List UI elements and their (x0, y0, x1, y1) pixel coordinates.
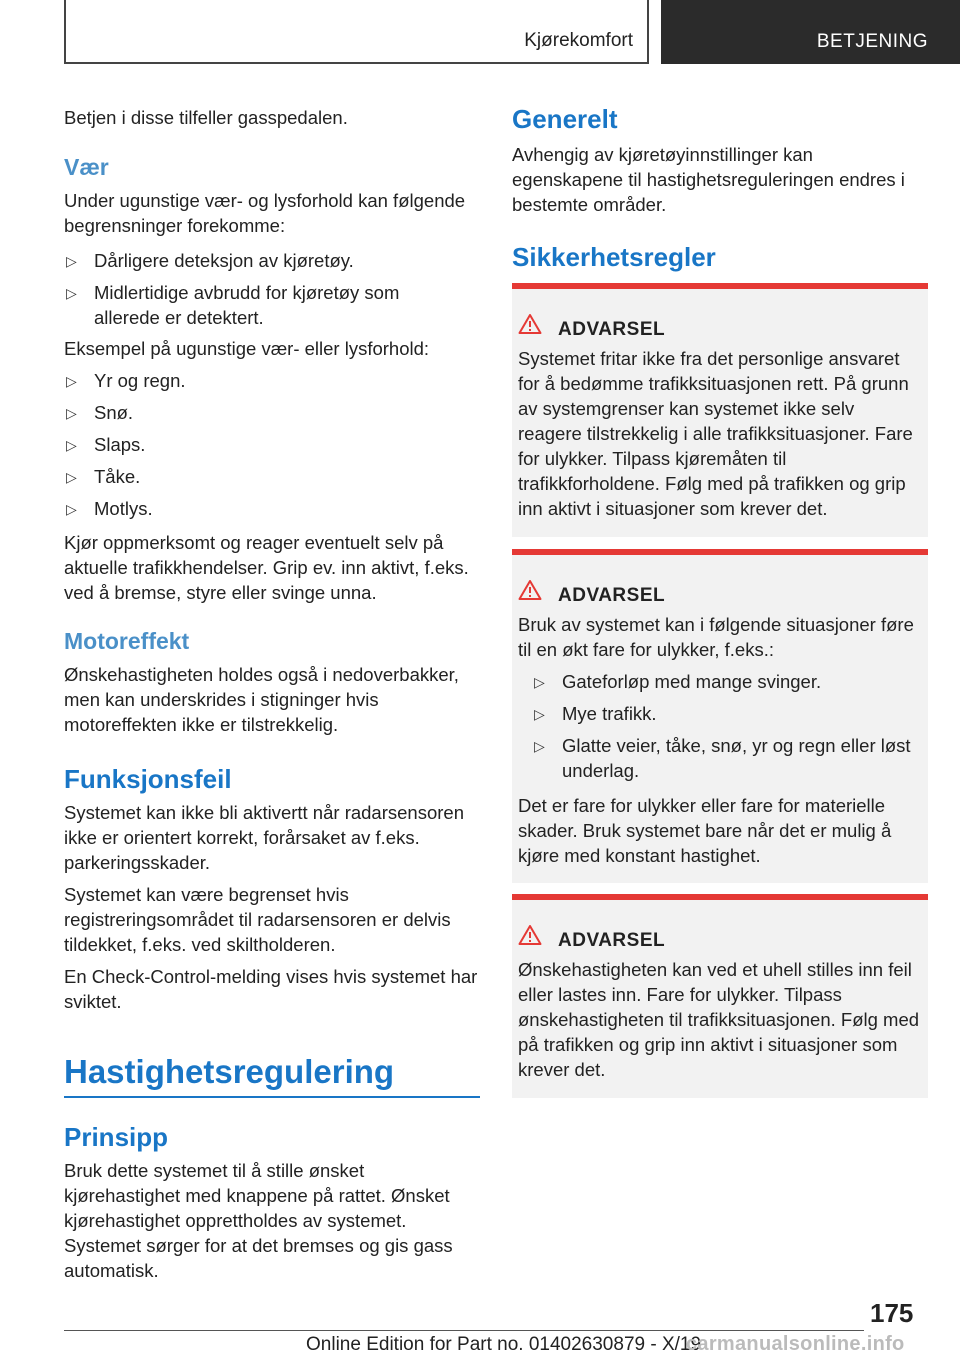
weather-limitations-list (64, 248, 464, 330)
watermark-text: carmanualsonline.info (686, 1333, 905, 1355)
triangle-bullet-icon: ▷ (534, 674, 545, 690)
warning-text: Bruk av systemet kan i følgende situasjoner føre til en økt fare for ulykker, f.eks.: (518, 614, 914, 660)
weather-examples-list (64, 368, 464, 528)
section-rule (64, 1096, 480, 1098)
list-item: ▷ Slaps. (64, 432, 464, 464)
principle-text: Bruk dette systemet til å stille ønsket kjørehastighet med knappene på rattet. Ønsket kjørehastighet opprettholdes av systemet. Systemet sørger for at det bremses og gis gass automatisk. (64, 1160, 453, 1281)
warning-text-after: Det er fare for ulykker eller fare for materielle skader. Bruk systemet bare når det er mulig å kjøre med konstant hastighet. (518, 795, 892, 866)
triangle-bullet-icon: ▷ (66, 285, 77, 301)
header-section-title: Kjørekomfort (524, 30, 633, 51)
warning-triangle-icon (518, 313, 544, 341)
triangle-bullet-icon: ▷ (66, 253, 77, 269)
triangle-bullet-icon: ▷ (66, 373, 77, 389)
speed-control-heading: Hastighetsregulering (64, 1053, 395, 1090)
list-item: ▷ Yr og regn. (64, 368, 464, 400)
general-text: Avhengig av kjøretøyinnstillinger kan egenskapene til hastighetsreguleringen endres i bestemte områder. (512, 144, 905, 215)
warning-header: ADVARSEL (518, 579, 665, 607)
engine-heading: Motoreffekt (64, 628, 190, 654)
warning-box (512, 894, 928, 1098)
warning-triangle-icon (518, 924, 544, 952)
list-item: ▷ Dårligere deteksjon av kjøretøy. (64, 248, 464, 273)
header-chapter-box (661, 0, 960, 64)
principle-heading: Prinsipp (64, 1122, 169, 1152)
header-chapter-title: BETJENING (816, 31, 928, 52)
footer-edition: Online Edition for Part no. 01402630879 - X/19 (306, 1334, 702, 1355)
page-number: 175 (870, 1298, 914, 1328)
triangle-bullet-icon: ▷ (534, 706, 545, 722)
header-section-box (64, 0, 649, 64)
triangle-bullet-icon: ▷ (534, 738, 545, 754)
weather-advice: Kjør oppmerksomt og reager eventuelt selv på aktuelle trafikkhendelser. Grip ev. inn aktivt, f.eks. ved å bremse, styre eller svinge unna. (64, 532, 469, 603)
weather-text: Under ugunstige vær- og lysforhold kan følgende begrensninger forekomme: (64, 190, 466, 236)
malfunction-heading: Funksjonsfeil (64, 764, 232, 794)
warning-triangle-icon (518, 579, 544, 607)
intro-text: Betjen i disse tilfeller gasspedalen. (64, 107, 348, 128)
triangle-bullet-icon: ▷ (66, 437, 77, 453)
list-item: ▷ Tåke. (64, 464, 464, 496)
list-item: ▷ Gateforløp med mange svinger. (532, 669, 922, 694)
warning-situations-list (532, 669, 922, 783)
warning-header: ADVARSEL (518, 313, 665, 341)
safety-heading: Sikkerhetsregler (512, 242, 716, 272)
footer-rule (64, 1330, 864, 1331)
list-item: ▷ Snø. (64, 400, 464, 432)
list-item: ▷ Midlertidige avbrudd for kjøretøy som allerede er detektert. (66, 282, 400, 328)
general-heading: Generelt (512, 104, 618, 134)
warning-box (512, 283, 928, 537)
weather-heading: Vær (64, 154, 109, 180)
list-item: ▷ Mye trafikk. (532, 701, 922, 726)
triangle-bullet-icon: ▷ (66, 469, 77, 485)
engine-text: Ønskehastigheten holdes også i nedoverbakker, men kan underskrides i stigninger hvis motoreffekten ikke er tilstrekkelig. (64, 664, 459, 735)
warning-header: ADVARSEL (518, 924, 665, 952)
malfunction-text-1: Systemet kan ikke bli aktivertt når radarsensoren ikke er orientert korrekt, forårsaket av f.eks. parkeringsskader. (64, 802, 464, 873)
warning-box (512, 549, 928, 883)
malfunction-text-2: Systemet kan være begrenset hvis registreringsområdet til radarsensoren er delvis tildekket, f.eks. ved skiltholderen. (64, 884, 451, 955)
list-item: ▷ Motlys. (64, 496, 464, 528)
malfunction-text-3: En Check-Control-melding vises hvis systemet har sviktet. (64, 966, 478, 1012)
triangle-bullet-icon: ▷ (66, 501, 77, 517)
list-item: ▷ Glatte veier, tåke, snø, yr og regn eller løst underlag. (534, 735, 911, 781)
warning-text: Ønskehastigheten kan ved et uhell stilles inn feil eller lastes inn. Fare for ulykker. Tilpass ønskehastigheten til trafikksituasjonen. Følg med på trafikken og grip inn aktivt i situasjoner som krever det. (518, 959, 920, 1080)
weather-example-intro: Eksempel på ugunstige vær- eller lysforhold: (64, 338, 430, 359)
warning-text: Systemet fritar ikke fra det personlige ansvaret for å bedømme trafikksituasjonen rett. På grunn av systemgrenser kan systemet ikke selv reagere tilstrekkelig i alle trafikksituasjoner. Fare for ulykker. Tilpass kjøremåten til trafikkforholdene. Følg med på trafikken og grip inn aktivt i situasjoner som krever det. (518, 348, 913, 519)
triangle-bullet-icon: ▷ (66, 405, 77, 421)
